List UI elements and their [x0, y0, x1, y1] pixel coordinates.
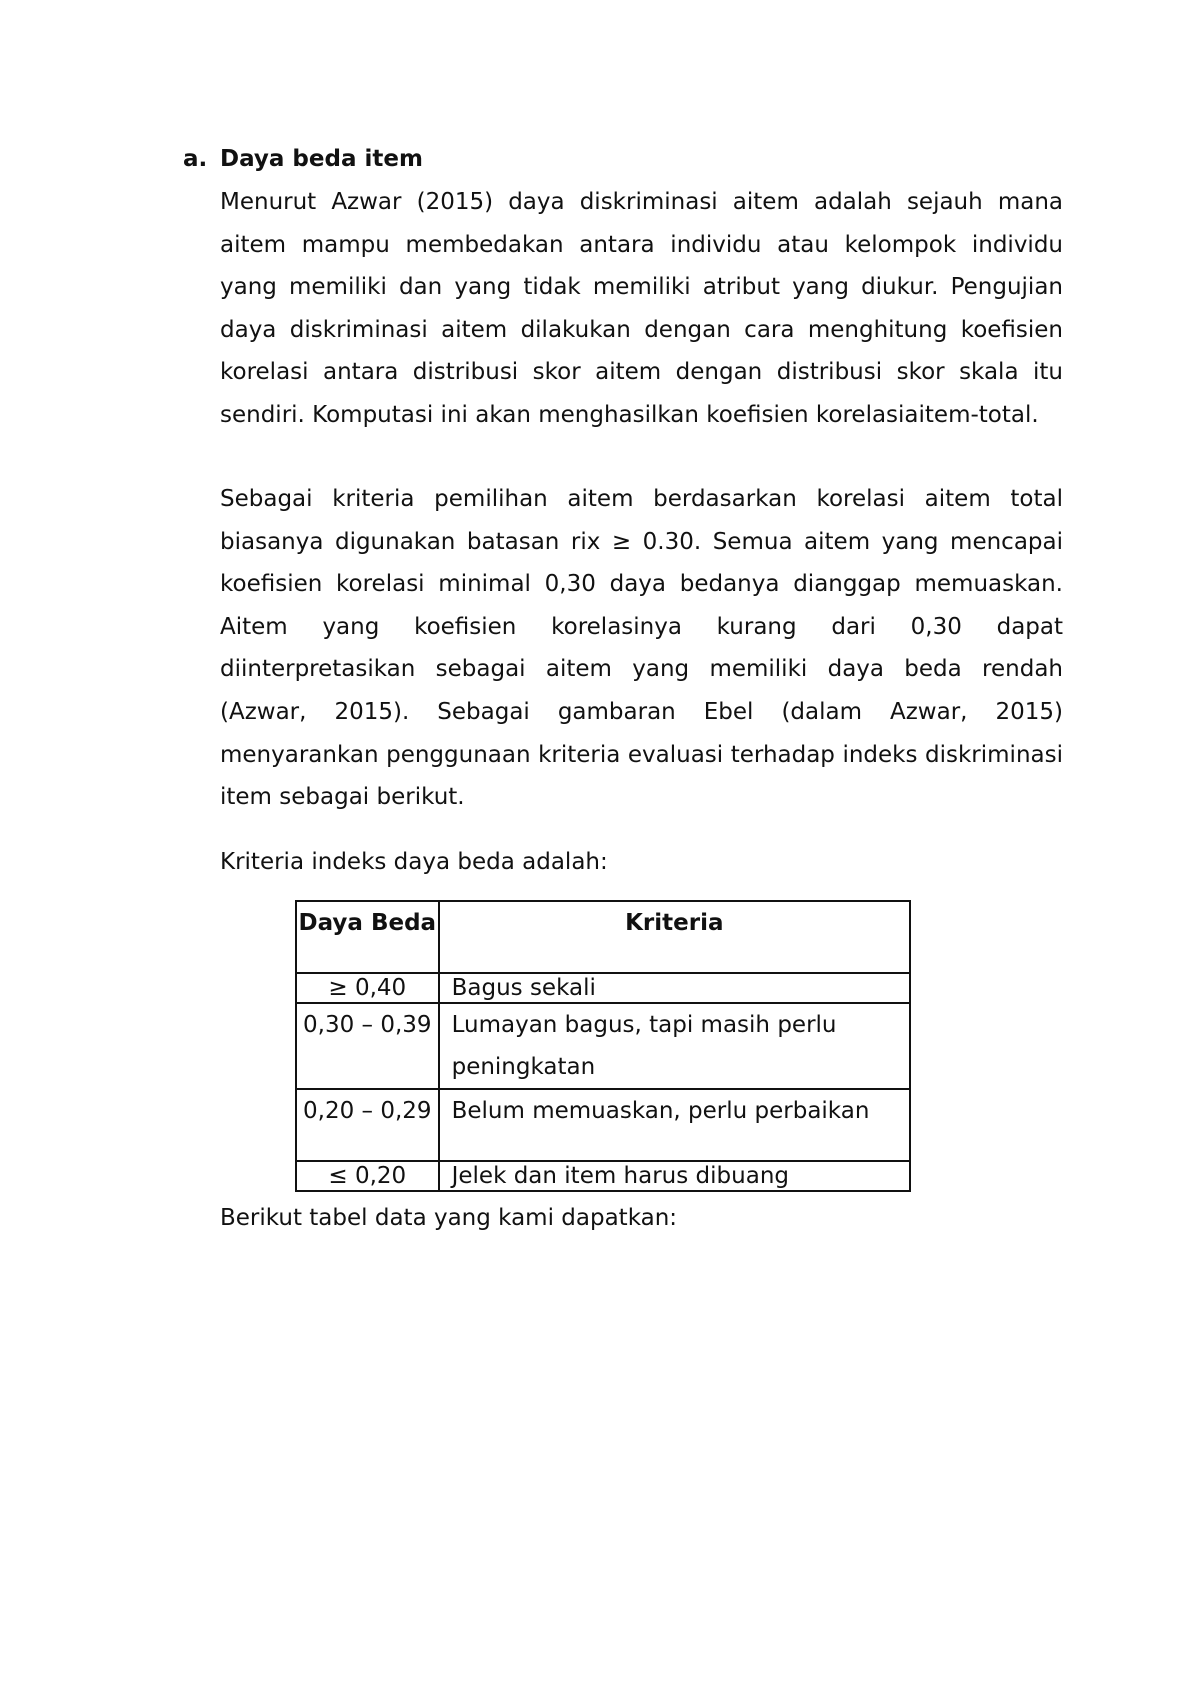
- header-daya-beda: Daya Beda: [296, 901, 439, 973]
- table-header-row: [296, 901, 910, 973]
- table-row: [296, 1161, 910, 1191]
- criteria-cell: Jelek dan item harus dibuang: [439, 1161, 910, 1191]
- criteria-cell: Bagus sekali: [439, 973, 910, 1003]
- table-caption: Kriteria indeks daya beda adalah:: [220, 849, 608, 875]
- range-cell: ≤ 0,20: [296, 1161, 439, 1191]
- table-row: [296, 1003, 910, 1089]
- criteria-table: [295, 900, 911, 1192]
- section-title: Daya beda item: [220, 146, 423, 172]
- paragraph-criteria: Sebagai kriteria pemilihan aitem berdasarkan korelasi aitem total biasanya digunakan batasan rix ≥ 0.30. Semua aitem yang mencapai koefisien korelasi minimal 0,30 daya bedanya dianggap memuaskan. Aitem yang koefisien korelasinya kurang dari 0,30 dapat diinterpretasikan sebagai aitem yang memiliki daya beda rendah (Azwar, 2015). Sebagai gambaran Ebel (dalam Azwar, 2015) menyarankan penggunaan kriteria evaluasi terhadap indeks diskriminasi item sebagai berikut.: [220, 486, 1063, 811]
- closing-line: Berikut tabel data yang kami dapatkan:: [220, 1205, 678, 1231]
- section-marker: a.: [183, 146, 208, 172]
- criteria-cell: Lumayan bagus, tapi masih perlu peningkatan: [439, 1003, 910, 1089]
- header-kriteria: Kriteria: [439, 901, 910, 973]
- range-cell: ≥ 0,40: [296, 973, 439, 1003]
- range-cell: 0,20 – 0,29: [296, 1089, 439, 1161]
- range-cell: 0,30 – 0,39: [296, 1003, 439, 1089]
- paragraph-definition: Menurut Azwar (2015) daya diskriminasi aitem adalah sejauh mana aitem mampu membedakan antara individu atau kelompok individu yang memiliki dan yang tidak memiliki atribut yang diukur. Pengujian daya diskriminasi aitem dilakukan dengan cara menghitung koefisien korelasi antara distribusi skor aitem dengan distribusi skor skala itu sendiri. Komputasi ini akan menghasilkan koefisien korelasiaitem-total.: [220, 189, 1063, 428]
- table-row: [296, 973, 910, 1003]
- table-row: [296, 1089, 910, 1161]
- criteria-cell: Belum memuaskan, perlu perbaikan: [439, 1089, 910, 1161]
- section-heading: [183, 144, 423, 174]
